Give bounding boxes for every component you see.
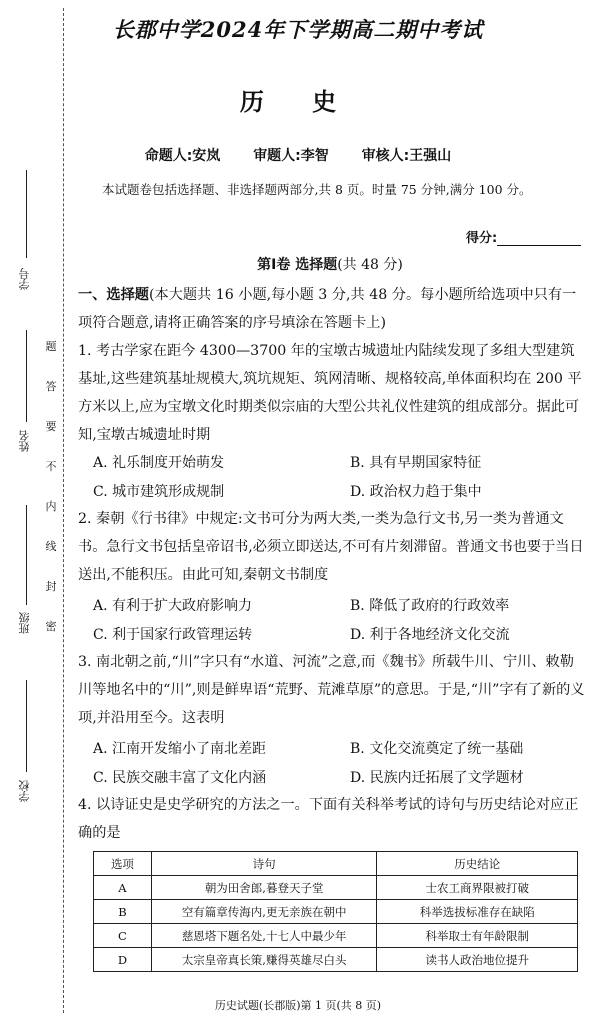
binding-warning-char: 线 — [45, 540, 57, 553]
table-cell: 朝为田舍郎,暮登天子堂 — [151, 876, 377, 900]
author-setter: 命题人:安岚 — [144, 148, 221, 164]
page-footer: 历史试题(长郡版)第 1 页(共 8 页) — [214, 999, 382, 1012]
question-2-option-a[interactable]: A. 有利于扩大政府影响力 — [93, 598, 253, 614]
table-cell: 读书人政治地位提升 — [377, 948, 578, 972]
class-blank[interactable] — [26, 505, 27, 605]
question-3-option-a[interactable]: A. 江南开发缩小了南北差距 — [93, 741, 267, 757]
question-1-option-b[interactable]: B. 具有早期国家特征 — [350, 455, 482, 471]
part-name: 第Ⅰ卷 选择题 — [257, 257, 338, 273]
author-reviewer: 审题人:李智 — [253, 148, 329, 164]
question-1-option-c[interactable]: C. 城市建筑形成规制 — [93, 484, 225, 500]
question-2-option-c[interactable]: C. 利于国家行政管理运转 — [93, 627, 253, 643]
question-2-stem: 2. 秦朝《行书律》中规定:文书可分为两大类,一类为急行文书,另一类为普通文书。急行文书包括皇帝诏书,必须立即送达,不可有片刻滞留。普通文书也要于当日送出,不能积压。由此可知,秦朝文书制度 — [78, 511, 584, 583]
question-1-option-a[interactable]: A. 礼乐制度开始萌发 — [93, 455, 225, 471]
table-header-row — [94, 852, 578, 876]
binding-warning-char: 题 — [45, 340, 57, 353]
author-checker: 审核人:王强山 — [361, 148, 452, 164]
binding-warning-char: 密 — [45, 620, 57, 633]
subject-title: 历 史 — [239, 88, 357, 116]
binding-warning-char: 内 — [45, 500, 57, 513]
table-cell: 空有篇章传海内,更无亲族在朝中 — [151, 900, 377, 924]
table-cell: B — [94, 900, 152, 924]
binding-label-name: 姓名 — [18, 430, 31, 452]
question-4-stem: 4. 以诗证史是史学研究的方法之一。下面有关科举考试的诗句与历史结论对应正确的是 — [78, 797, 579, 841]
table-row — [94, 924, 578, 948]
score-label: 得分: — [466, 231, 498, 246]
binding-warning-char: 要 — [45, 420, 57, 433]
table-cell: 科举选拔标准存在缺陷 — [377, 900, 578, 924]
name-blank[interactable] — [26, 330, 27, 422]
binding-warning-char: 答 — [45, 380, 57, 393]
section-title: 一、选择题 — [78, 287, 149, 303]
binding-warning-char: 不 — [45, 460, 57, 473]
question-2-option-d[interactable]: D. 利于各地经济文化交流 — [350, 627, 510, 643]
authors-line — [0, 145, 596, 165]
table-cell: 慈恩塔下题名处,十七人中最少年 — [151, 924, 377, 948]
part-title — [0, 254, 596, 274]
binding-label-school: 学校 — [18, 780, 31, 802]
table-cell: C — [94, 924, 152, 948]
table-cell: D — [94, 948, 152, 972]
part-points: (共 48 分) — [337, 257, 403, 273]
student-id-blank[interactable] — [26, 170, 27, 258]
table-cell: 太宗皇帝真长策,赚得英雄尽白头 — [151, 948, 377, 972]
section-description: (本大题共 16 小题,每小题 3 分,共 48 分。每小题所给选项中只有一项符合题意,请将正确答案的序号填涂在答题卡上) — [78, 287, 577, 331]
table-header: 诗句 — [151, 852, 377, 876]
question-3-stem: 3. 南北朝之前,“川”字只有“水道、河流”之意,而《魏书》所载牛川、宁川、敕勒川等地名中的“川”,则是鲜卑语“荒野、荒滩草原”的意思。于是,“川”字有了新的义项,并沿用至今。这表明 — [78, 654, 585, 726]
section-heading — [78, 281, 586, 337]
binding-warning-char: 封 — [45, 580, 57, 593]
table-header: 历史结论 — [377, 852, 578, 876]
score-field — [466, 227, 581, 246]
exam-title: 长郡中学2024年下学期高二期中考试 — [112, 17, 484, 42]
question-3-option-b[interactable]: B. 文化交流奠定了统一基础 — [350, 741, 524, 757]
school-blank[interactable] — [26, 680, 27, 772]
question-4-table — [93, 851, 578, 972]
question-3-option-c[interactable]: C. 民族交融丰富了文化内涵 — [93, 770, 267, 786]
table-cell: 科举取士有年龄限制 — [377, 924, 578, 948]
binding-label-class: 班级 — [18, 612, 31, 634]
question-1-option-d[interactable]: D. 政治权力趋于集中 — [350, 484, 482, 500]
score-blank[interactable] — [497, 233, 581, 246]
table-row — [94, 900, 578, 924]
question-1-stem: 1. 考古学家在距今 4300—3700 年的宝墩古城遗址内陆续发现了多组大型建筑基址,这些建筑基址规模大,筑坑规矩、筑网清晰、规格较高,单体面积均在 200 平方米以上,应为宝墩文化时期类似宗庙的大型公共礼仪性建筑的组成部分。据此可知,宝墩古城遗址时期 — [78, 343, 582, 443]
question-3-option-d[interactable]: D. 民族内迁拓展了文学题材 — [350, 770, 524, 786]
table-row — [94, 876, 578, 900]
table-row — [94, 948, 578, 972]
binding-label-student-id: 学号 — [18, 268, 31, 290]
table-cell: A — [94, 876, 152, 900]
exam-intro: 本试题卷包括选择题、非选择题两部分,共 8 页。时量 75 分钟,满分 100 分。 — [102, 182, 532, 197]
question-2-option-b[interactable]: B. 降低了政府的行政效率 — [350, 598, 510, 614]
table-header: 选项 — [94, 852, 152, 876]
table-cell: 士农工商界限被打破 — [377, 876, 578, 900]
